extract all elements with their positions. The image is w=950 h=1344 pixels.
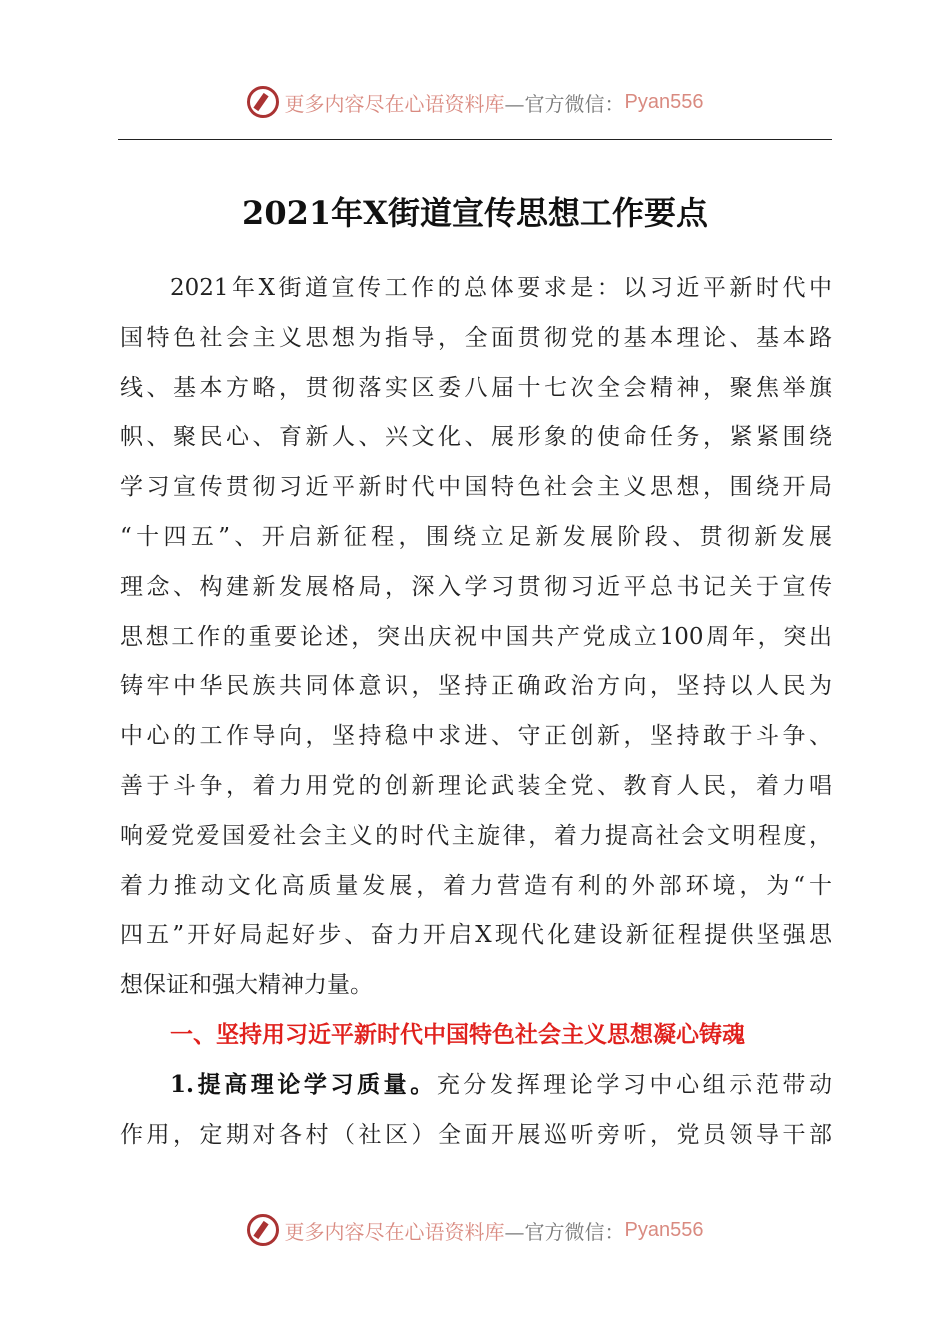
header-banner [0, 86, 950, 118]
paragraph-line: 理念、构建新发展格局，深入学习贯彻习近平总书记关于宣传 [120, 573, 832, 600]
paragraph-line: 着力推动文化高质量发展，着力营造有利的外部环境，为“十 [120, 872, 832, 899]
paragraph-line: 国特色社会主义思想为指导，全面贯彻党的基本理论、基本路 [120, 324, 832, 351]
banner-main: 更多内容尽在心语资料库 [284, 1219, 505, 1244]
section-heading: 一、坚持用习近平新时代中国特色社会主义思想凝心铸魂 [170, 1021, 745, 1048]
paragraph-line: 2021年X街道宣传工作的总体要求是：以习近平新时代中 [170, 275, 832, 301]
item1-line2: 作用，定期对各村（社区）全面开展巡听旁听，党员领导干部 [120, 1121, 832, 1148]
paragraph-line: “十四五”、开启新征程，围绕立足新发展阶段、贯彻新发展 [120, 523, 832, 550]
item1-line [120, 1065, 832, 1115]
banner-sep: —官方微信： [504, 1219, 625, 1244]
paragraph-line: 学习宣传贯彻习近平新时代中国特色社会主义思想，围绕开局 [120, 474, 832, 501]
item1-lead: 1.提高理论学习质量。 [170, 1070, 437, 1098]
body-text [120, 268, 832, 1164]
banner-id: Pyan556 [624, 1218, 704, 1241]
footer-banner [0, 1214, 950, 1246]
paragraph-line: 中心的工作导向，坚持稳中求进、守正创新，坚持敢于斗争、 [120, 723, 832, 750]
item1-text: 充分发挥理论学习中心组示范带动 [436, 1071, 833, 1098]
document-title: 2021年X街道宣传思想工作要点 [242, 194, 708, 232]
paragraph-line: 想保证和强大精神力量。 [120, 972, 373, 999]
banner-main: 更多内容尽在心语资料库 [284, 91, 505, 116]
pen-logo-icon [247, 1214, 279, 1246]
paragraph-line: 线、基本方略，贯彻落实区委八届十七次全会精神，聚焦举旗 [120, 374, 832, 401]
paragraph-line: 思想工作的重要论述，突出庆祝中国共产党成立100周年，突出 [120, 623, 832, 650]
paragraph-line: 善于斗争，着力用党的创新理论武装全党、教育人民，着力唱 [120, 772, 832, 799]
paragraph-line: 帜、聚民心、育新人、兴文化、展形象的使命任务，紧紧围绕 [120, 424, 832, 451]
paragraph-line: 四五”开好局起好步、奋力开启X现代化建设新征程提供坚强思 [120, 922, 832, 949]
paragraph-line: 响爱党爱国爱社会主义的时代主旋律，着力提高社会文明程度， [120, 822, 832, 849]
paragraph-line: 铸牢中华民族共同体意识，坚持正确政治方向，坚持以人民为 [120, 673, 832, 700]
header-rule [118, 139, 832, 140]
banner-id: Pyan556 [624, 90, 704, 113]
banner-sep: —官方微信： [504, 91, 625, 116]
pen-logo-icon [247, 86, 279, 118]
